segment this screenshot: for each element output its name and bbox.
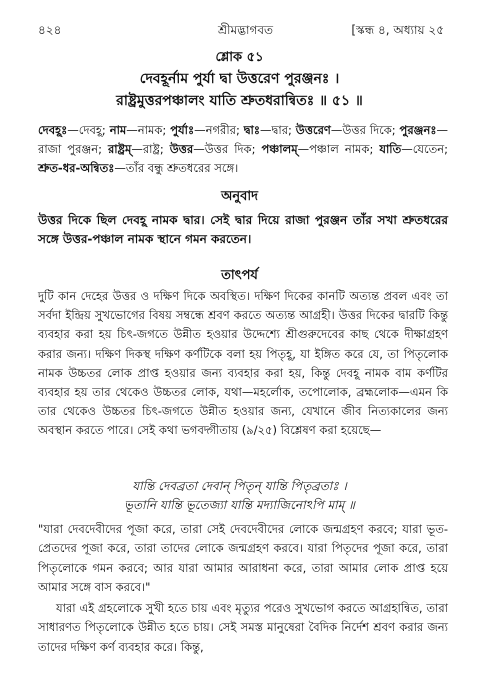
synonym-meaning: —রাষ্ট্র; (131, 142, 170, 156)
closing-paragraph (38, 599, 448, 657)
synonym-word: উত্তরেণ (295, 123, 331, 137)
synonym-meaning: —নামক; (126, 123, 171, 137)
synonym-word: শ্রুত-ধর-অন্বিতঃ (38, 161, 115, 175)
verse-line-1: দেবহূর্নাম পুর্যা দ্বা উত্তরেণ পুরঞ্জনঃ । (139, 71, 340, 87)
chapter-location: [স্কন্ধ ৪, অধ্যায় ২৫ (351, 23, 444, 37)
purport-paragraph: দুটি কান দেহের উত্তর ও দক্ষিণ দিকে অবস্থিত। দক্ষিণ দিকের কানটি অত্যন্ত প্রবল এবং তা সর্বদা ইন্দ্রিয় সুখভোগের বিষয় সম্বন্ধে শ্রবণ করতে অত্যন্ত আগ্রহী। উত্তর দিকের দ্বারটি কিন্তু ব্যবহার করা হয় চিৎ-জগতে উন্নীত হওয়ার উদ্দেশ্যে শ্রীগুরুদেবের কাছ থেকে দীক্ষাগ্রহণ করার জন্য। দক্ষিণ দিকস্থ দক্ষিণ কর্ণটিকে বলা হয় পিতৃহূ, যা ইঙ্গিত করে যে, তা পিতৃলোক নামক উচ্চতর লোক প্রাপ্ত হওয়ার জন্য ব্যবহার করা হয়, কিন্তু দেবহূ নামক বাম কর্ণটির ব্যবহার হয় তার থেকেও উচ্চতর লোক, যথা—মহর্লোক, তপোলোক, ব্রহ্মলোক—এমন কি তার থেকেও উচ্চতর চিৎ-জগতে উন্নীত হওয়ার জন্য, যেখানে জীব নিত্যকালের জন্য অবস্থান করতে পারে। সেই কথা ভগবদ্গীতায় (৯/২৫) বিশ্লেষণ করা হয়েছে— (38, 289, 448, 438)
synonym-word: যাতি (379, 142, 402, 156)
verse-title: শ্লোক ৫১ (215, 50, 264, 65)
synonym-word: রাষ্ট্রম্ (107, 142, 132, 156)
synonym-meaning: —উত্তর দিক; (193, 142, 262, 156)
translation-text: উত্তর দিকে ছিল দেবহূ নামক দ্বার। সেই দ্বার দিয়ে রাজা পুরঞ্জন তাঁর সখা শ্রুতধরের সঙ্গে উত্তর-পঞ্চাল নামক স্থানে গমন করতেন। (38, 213, 448, 246)
synonym-word: নাম (109, 123, 127, 137)
synonym-meaning: —দেবহূ; (67, 123, 110, 137)
synonym-meaning: —তাঁর বন্ধু শ্রুতধরের সঙ্গে। (114, 161, 239, 175)
synonym-word: পুর্যাঃ (170, 123, 195, 137)
purport-heading: তাৎপর্য (221, 268, 258, 283)
book-title: শ্রীমদ্ভাগবত (218, 23, 274, 37)
synonym-word: দ্বাঃ (243, 123, 261, 137)
synonym-word: পুরঞ্জনঃ (399, 123, 437, 137)
translation-heading: অনুবাদ (221, 189, 258, 204)
synonym-word: দেবহূঃ (38, 123, 68, 137)
closing-paragraph-text: যারা এই গ্রহলোকে সুখী হতে চায় এবং মৃত্যুর পরেও সুখভোগ করতে আগ্রহান্বিত, তারা সাধারণত পিতৃলোকে উন্নীত হতে চায়। সেই সমস্ত মানুষেরা বৈদিক নির্দেশ শ্রবণ করার জন্য তাদের দক্ষিণ কর্ণ ব্যবহার করে। কিন্তু, (38, 601, 448, 654)
synonym-meaning: —রাজা পুরঞ্জন; (38, 123, 448, 156)
synonym-meaning: —নগরীর; (194, 123, 244, 137)
synonym-meaning: —উত্তর দিকে; (330, 123, 400, 137)
synonym-meaning: —যেতেন; (401, 142, 448, 156)
synonym-word: উত্তর (169, 142, 194, 156)
synonym-word: পঞ্চালম্ (261, 142, 298, 156)
synonym-meaning: —দ্বার; (260, 123, 296, 137)
quoted-verse-line-2: ভূতানি যান্তি ভূতেজ্যা যান্তি মদ্যাজিনোঽপি মাম্ ॥ (124, 498, 355, 512)
quoted-verse-line-1: যান্তি দেবব্রতা দেবান্ পিতৃন্ যান্তি পিতৃব্রতাঃ । (132, 479, 347, 493)
page-number: ৪২৪ (38, 23, 62, 37)
synonym-meaning: —পঞ্চাল নামক; (297, 142, 380, 156)
quoted-verse-translation: "যারা দেবদেবীদের পূজা করে, তারা সেই দেবদেবীদের লোকে জন্মগ্রহণ করবে; যারা ভূত-প্রেতদের পূজা করে, তারা তাদের লোকে জন্মগ্রহণ করবে। যারা পিতৃদের পূজা করে, তারা পিতৃলোকে গমন করবে; আর যারা আমার আরাধনা করে, তারা আমার লোক প্রাপ্ত হয়ে আমার সঙ্গে বাস করবে।" (38, 522, 448, 595)
word-for-word-synonyms (38, 121, 448, 178)
verse-line-2: রাষ্ট্রমুত্তরপঞ্চালং যাতি শ্রুতধরান্বিতঃ ॥ ৫১ ॥ (116, 93, 363, 109)
